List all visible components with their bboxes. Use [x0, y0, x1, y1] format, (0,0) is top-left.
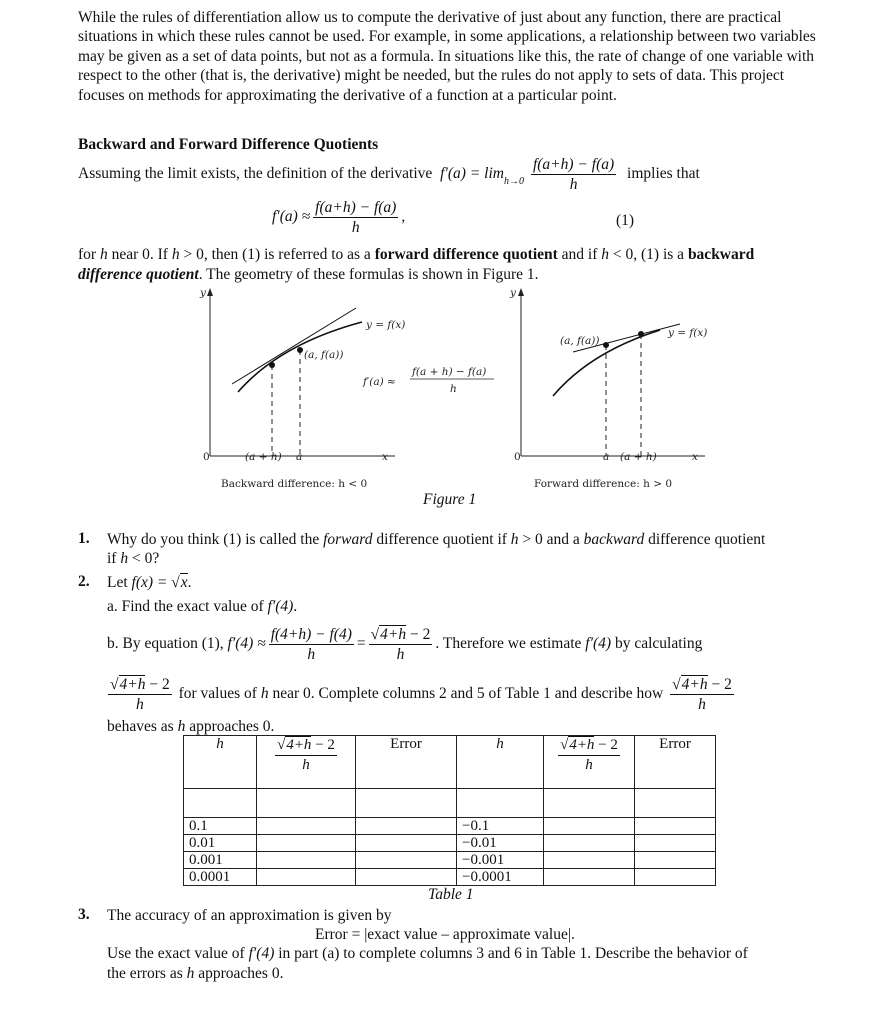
left-curve-label: y = f(x) — [366, 319, 406, 331]
left-x-label: x — [382, 451, 388, 463]
table-row: 0.0001 −0.0001 — [184, 869, 716, 886]
equation-tag: (1) — [616, 212, 635, 229]
right-point-a-plus-h — [638, 331, 644, 337]
section-heading: Backward and Forward Difference Quotients — [78, 136, 379, 153]
figure-1 — [180, 284, 720, 514]
header-h-negative: h — [457, 736, 544, 789]
derivative-definition-fraction: $\frac{f(a+h) - f(a)}{h}$ — [532, 156, 615, 193]
table-caption: Table 1 — [428, 886, 474, 903]
right-origin: 0 — [514, 451, 521, 463]
header-error: Error — [356, 736, 457, 789]
right-x-label: x — [692, 451, 698, 463]
table-row: 0.001 −0.001 — [184, 852, 716, 869]
question-2b: b. By equation (1), f′(4) ≈ $\frac{f(4+h) - f(4)}{h}$ = $\frac{√4+h - 2}{h}$ . Therefore we estimate f′(4) by calculating — [107, 626, 703, 663]
forward-difference-graph — [509, 287, 707, 490]
header-h: h — [184, 736, 257, 789]
left-origin: 0 — [203, 451, 210, 463]
left-approx-lhs: f′(a) ≈ — [363, 376, 396, 388]
right-tick-a-plus-h: (a + h) — [620, 451, 657, 463]
equation-1: f′(a) ≈ $\frac{f(a+h) - f(a)}{h}$ , — [272, 199, 406, 236]
left-y-label: y — [200, 287, 206, 299]
right-curve-label: y = f(x) — [668, 327, 708, 339]
question-3: 3. The accuracy of an approximation is given by Error = |exact value – approximate value|. Use the exact value of f′(4) in part (a) to complete columns 3 and 6 in Table 1. Describe the behavior of the errors as h approaches 0. — [78, 906, 838, 996]
backward-difference-graph — [199, 287, 494, 490]
question-2a: a. Find the exact value of f′(4). — [107, 598, 298, 615]
table-row: 0.1 −0.1 — [184, 818, 716, 835]
figure-caption: Figure 1 — [423, 491, 477, 508]
difference-quotient-explanation: for h near 0. If h > 0, then (1) is referred to as a forward difference quotient and if h < 0, (1) is a backward difference quotient. The geometry of these formulas is shown in Figure 1. — [78, 246, 755, 283]
left-approx-den: h — [450, 383, 457, 395]
definition-line: Assuming the limit exists, the definition of the derivative f′(a) = lim h→0 $\frac{f(a+h) - f(a)}{h}$ implies that — [78, 156, 700, 193]
right-point-label: (a, f(a)) — [560, 335, 600, 347]
table-row: 0.01 −0.01 — [184, 835, 716, 852]
table-1 — [183, 735, 716, 886]
header-quotient: $\frac{√4+h - 2}{h}$ — [257, 736, 356, 789]
left-point-a — [297, 347, 303, 353]
right-point-a — [603, 342, 609, 348]
left-tick-a-plus-h: (a + h) — [245, 451, 282, 463]
left-approx-num: f(a + h) − f(a) — [412, 366, 487, 378]
right-tick-a: a — [603, 451, 610, 463]
question-2c: $\frac{√4+h - 2}{h}$ for values of h near 0. Complete columns 2 and 5 of Table 1 and describe how $\frac{√4+h - 2}{h}$ — [110, 676, 732, 713]
question-2d: behaves as h approaches 0. — [107, 718, 275, 735]
left-tick-a: a — [296, 451, 303, 463]
right-caption: Forward difference: h > 0 — [534, 478, 673, 490]
left-caption: Backward difference: h < 0 — [221, 478, 368, 490]
right-y-label: y — [510, 287, 516, 299]
left-secant-line — [232, 308, 356, 384]
intro-paragraph: While the rules of differentiation allow us to compute the derivative of just about any function, there are practical situations in which these rules cannot be used. For example, in some applications, a relationship between two variables may be given as a set of data points, but not as a formula. In situations like this, the rate of change of one variable with respect to the other (that is, the derivative) might be needed, but the rules do not apply to sets of data. This project focuses on methods for approximating the derivative of a function at a particular point. — [78, 9, 816, 104]
error-formula: Error = |exact value – approximate value|. — [315, 926, 575, 943]
left-point-label: (a, f(a)) — [304, 349, 344, 361]
left-point-a-plus-h — [269, 362, 275, 368]
header-quotient-negative: $\frac{√4+h - 2}{h}$ — [544, 736, 635, 789]
header-error-negative: Error — [635, 736, 716, 789]
question-1: 1. Why do you think (1) is called the forward difference quotient if h > 0 and a backward difference quotient if h < 0? — [78, 530, 766, 567]
